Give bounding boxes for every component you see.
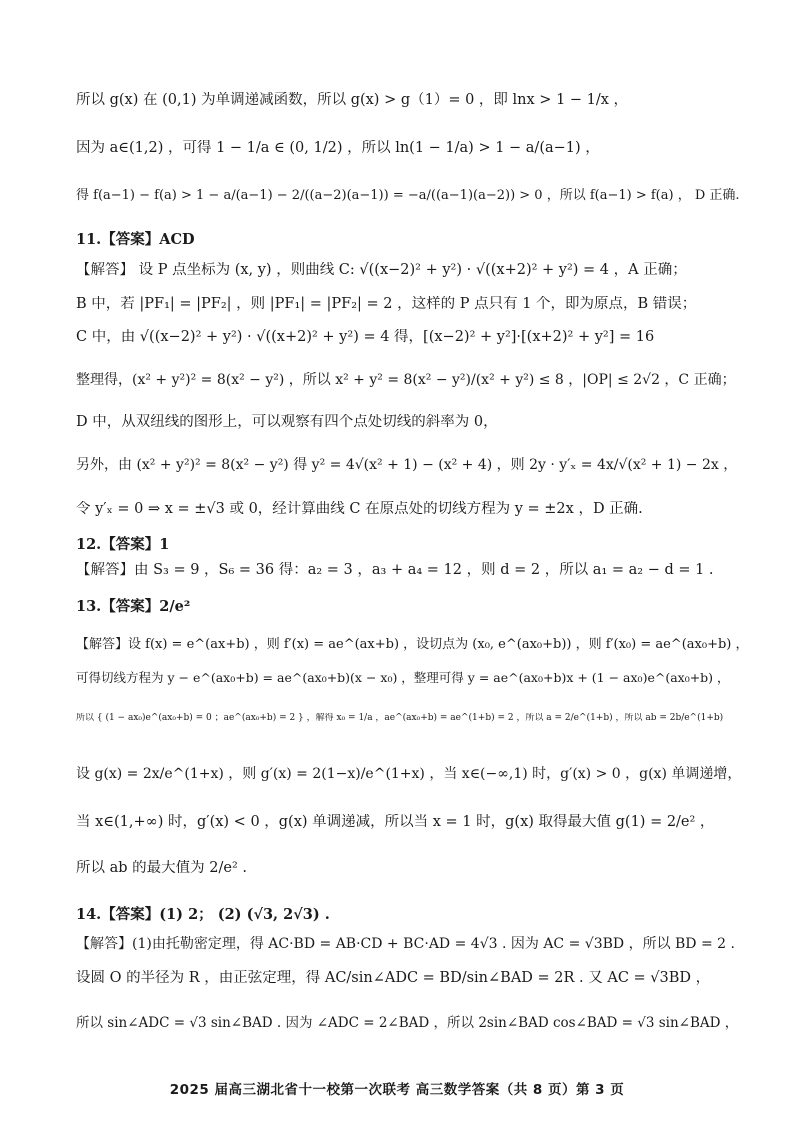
text-line: 【解答】 设 P 点坐标为 (x, y) ，则曲线 C: √((x−2)² + y²) · √((x+2)² + y²) = 4 ，A 正确； [76, 262, 687, 278]
text-line: 所以 g(x) 在 (0,1) 为单调递减函数，所以 g(x) > g（1）= 0 ，即 lnx > 1 − 1/x ， [76, 92, 629, 108]
text-line: 整理得，(x² + y²)² = 8(x² − y²) ，所以 x² + y² = 8(x² − y²)/(x² + y²) ≤ 8 ，|OP| ≤ 2√2 ，C 正确； [76, 372, 736, 388]
page-footer: 2025 届高三湖北省十一校第一次联考 高三数学答案（共 8 页）第 3 页 [169, 1082, 625, 1098]
text-line: 得 f(a−1) − f(a) > 1 − a/(a−1) − 2/((a−2)(a−1)) = −a/((a−1)(a−2)) > 0 ，所以 f(a−1) > f(a) ， D 正确. [76, 188, 740, 203]
text-line: 【解答】设 f(x) = e^(ax+b) ，则 f′(x) = ae^(ax+b) ，设切点为 (x₀, e^(ax₀+b)) ，则 f′(x₀) = ae^(ax₀+b) ， [76, 637, 749, 652]
text-line: 【解答】由 S₃ = 9 ，S₆ = 36 得：a₂ = 3 ，a₃ + a₄ = 12 ，则 d = 2 ，所以 a₁ = a₂ − d = 1 . [76, 562, 714, 578]
text-line: 设圆 O 的半径为 R ，由正弦定理，得 AC/sin∠ADC = BD/sin∠BAD = 2R . 又 AC = √3BD ， [76, 970, 711, 986]
text-line: 所以 { (1 − ax₀)e^(ax₀+b) = 0 ；ae^(ax₀+b) = 2 } ，解得 x₀ = 1/a ，ae^(ax₀+b) = ae^(1+b) = 2 ，所以 a = 2/e^(1+b) ，所以 ab = 2b/e^(1+b) [76, 713, 724, 723]
text-line: 设 g(x) = 2x/e^(1+x) ，则 g′(x) = 2(1−x)/e^(1+x) ，当 x∈(−∞,1) 时，g′(x) > 0 ，g(x) 单调递增， [76, 766, 742, 782]
text-line: D 中，从双纽线的图形上，可以观察有四个点处切线的斜率为 0， [76, 414, 498, 430]
text-line: 所以 ab 的最大值为 2/e² . [76, 860, 247, 876]
question-13-answer: 13.【答案】2/e² [76, 598, 191, 615]
text-line: 令 y′ₓ = 0 ⇒ x = ±√3 或 0，经计算曲线 C 在原点处的切线方程为 y = ±2x ，D 正确. [76, 501, 643, 517]
text-line: 【解答】(1)由托勒密定理，得 AC·BD = AB·CD + BC·AD = 4√3 . 因为 AC = √3BD ，所以 BD = 2 . [76, 936, 735, 952]
text-line: 当 x∈(1,+∞) 时，g′(x) < 0 ，g(x) 单调递减，所以当 x = 1 时，g(x) 取得最大值 g(1) = 2/e² ， [76, 814, 715, 830]
text-line: 另外，由 (x² + y²)² = 8(x² − y²) 得 y² = 4√(x² + 1) − (x² + 4) ，则 2y · y′ₓ = 4x/√(x² + 1) − 2x ， [76, 457, 738, 473]
question-12-answer: 12.【答案】1 [76, 536, 170, 553]
text-line: 因为 a∈(1,2) ，可得 1 − 1/a ∈ (0, 1/2) ，所以 ln(1 − 1/a) > 1 − a/(a−1) ， [76, 140, 600, 156]
text-line: C 中，由 √((x−2)² + y²) · √((x+2)² + y²) = 4 得，[(x−2)² + y²]·[(x+2)² + y²] = 16 [76, 329, 655, 345]
question-11-answer: 11.【答案】ACD [76, 231, 195, 248]
text-line: 所以 sin∠ADC = √3 sin∠BAD . 因为 ∠ADC = 2∠BAD ，所以 2sin∠BAD cos∠BAD = √3 sin∠BAD ， [76, 1015, 739, 1031]
text-line: 可得切线方程为 y − e^(ax₀+b) = ae^(ax₀+b)(x − x₀) ，整理可得 y = ae^(ax₀+b)x + (1 − ax₀)e^(ax₀+b) ， [76, 670, 730, 685]
question-14-answer: 14.【答案】(1) 2； (2) (√3, 2√3) . [76, 906, 330, 923]
text-line: B 中，若 |PF₁| = |PF₂| ，则 |PF₁| = |PF₂| = 2 ，这样的 P 点只有 1 个，即为原点，B 错误； [76, 296, 697, 312]
